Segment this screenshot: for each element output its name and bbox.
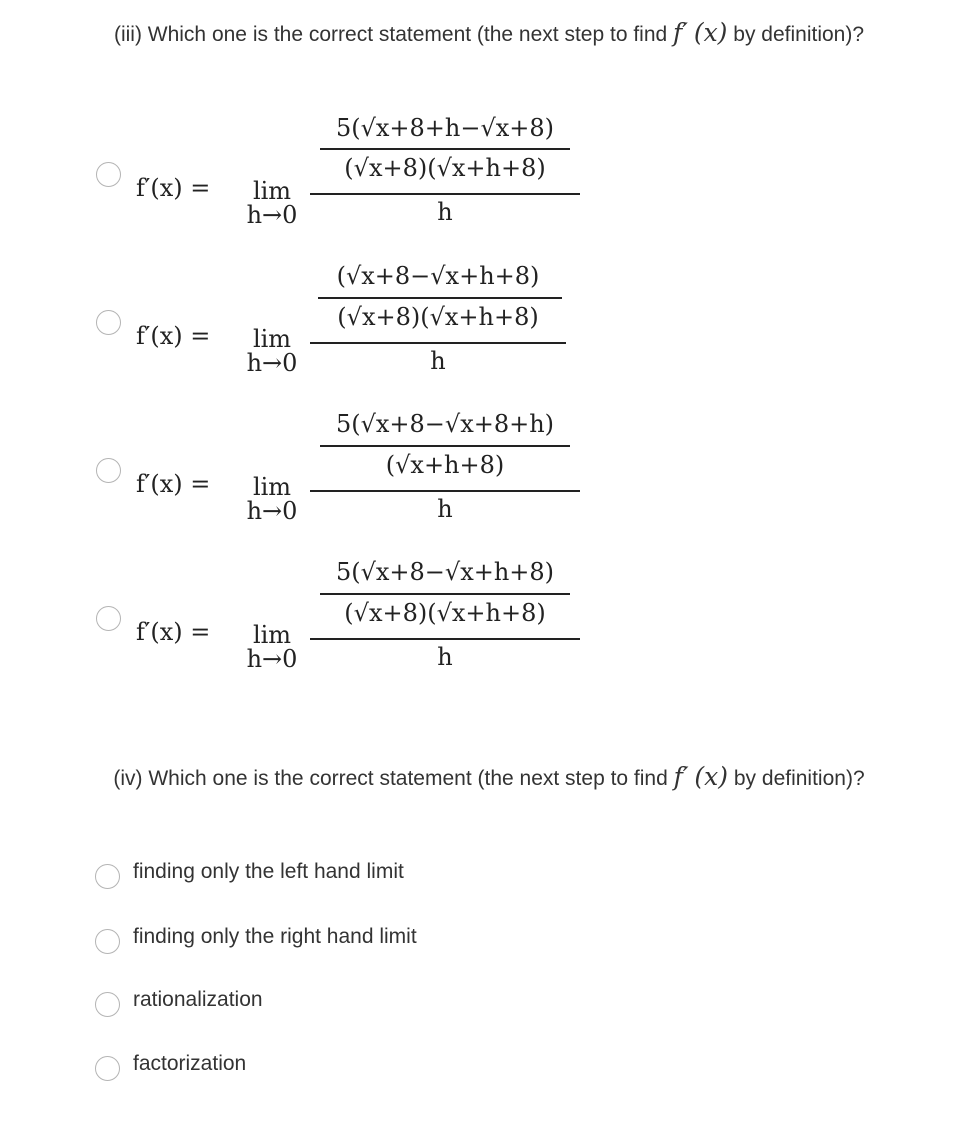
numerator-expression: 5(√x+8−√x+8+h) (335, 410, 555, 438)
inner-denominator-expression: (√x+h+8) (385, 451, 505, 479)
inner-denominator-expression: (√x+8)(√x+h+8) (344, 599, 546, 627)
radio-button[interactable] (96, 458, 121, 483)
f-prime-lhs: f′(x) = (136, 322, 211, 350)
limit-operator: lim h→0 (246, 473, 298, 525)
limit-operator: lim h→0 (246, 621, 298, 673)
main-fraction-bar (310, 490, 580, 492)
x-argument: (x) (694, 762, 729, 791)
numerator-expression: 5(√x+8−√x+h+8) (335, 558, 555, 586)
numerator-expression: (√x+8−√x+h+8) (336, 262, 540, 290)
inner-fraction-bar (320, 445, 570, 447)
radio-button[interactable] (96, 162, 121, 187)
main-fraction-bar (310, 342, 566, 344)
inner-denominator-expression: (√x+8)(√x+h+8) (337, 303, 539, 331)
inner-fraction-bar (318, 297, 562, 299)
radio-button[interactable] (95, 929, 120, 954)
denominator-expression: h (437, 495, 453, 523)
question-iii-prompt: (iii) Which one is the correct statement (the next step to find f′ (x) by definition)? (113, 18, 865, 47)
x-argument: (x) (693, 18, 728, 47)
main-fraction-bar (310, 193, 580, 195)
radio-button[interactable] (96, 310, 121, 335)
question-iv-prompt: (iv) Which one is the correct statement (the next step to find f′ (x) by definition)? (113, 762, 865, 791)
inner-fraction-bar (320, 593, 570, 595)
f-prime-symbol: f′ (673, 762, 689, 791)
inner-fraction-bar (320, 148, 570, 150)
main-fraction-bar (310, 638, 580, 640)
option-label[interactable]: finding only the right hand limit (133, 925, 417, 948)
option-label[interactable]: rationalization (133, 988, 263, 1011)
f-prime-symbol: f′ (673, 18, 688, 47)
f-prime-lhs: f′(x) = (136, 174, 211, 202)
limit-operator: lim h→0 (246, 177, 298, 229)
radio-button[interactable] (95, 864, 120, 889)
option-label[interactable]: factorization (133, 1052, 247, 1075)
denominator-expression: h (437, 643, 453, 671)
denominator-expression: h (430, 347, 446, 375)
limit-operator: lim h→0 (246, 325, 298, 377)
numerator-expression: 5(√x+8+h−√x+8) (335, 114, 555, 142)
f-prime-lhs: f′(x) = (136, 470, 211, 498)
radio-button[interactable] (95, 1056, 120, 1081)
denominator-expression: h (437, 198, 453, 226)
f-prime-lhs: f′(x) = (136, 618, 211, 646)
radio-button[interactable] (95, 992, 120, 1017)
inner-denominator-expression: (√x+8)(√x+h+8) (344, 154, 546, 182)
radio-button[interactable] (96, 606, 121, 631)
option-label[interactable]: finding only the left hand limit (133, 860, 404, 883)
